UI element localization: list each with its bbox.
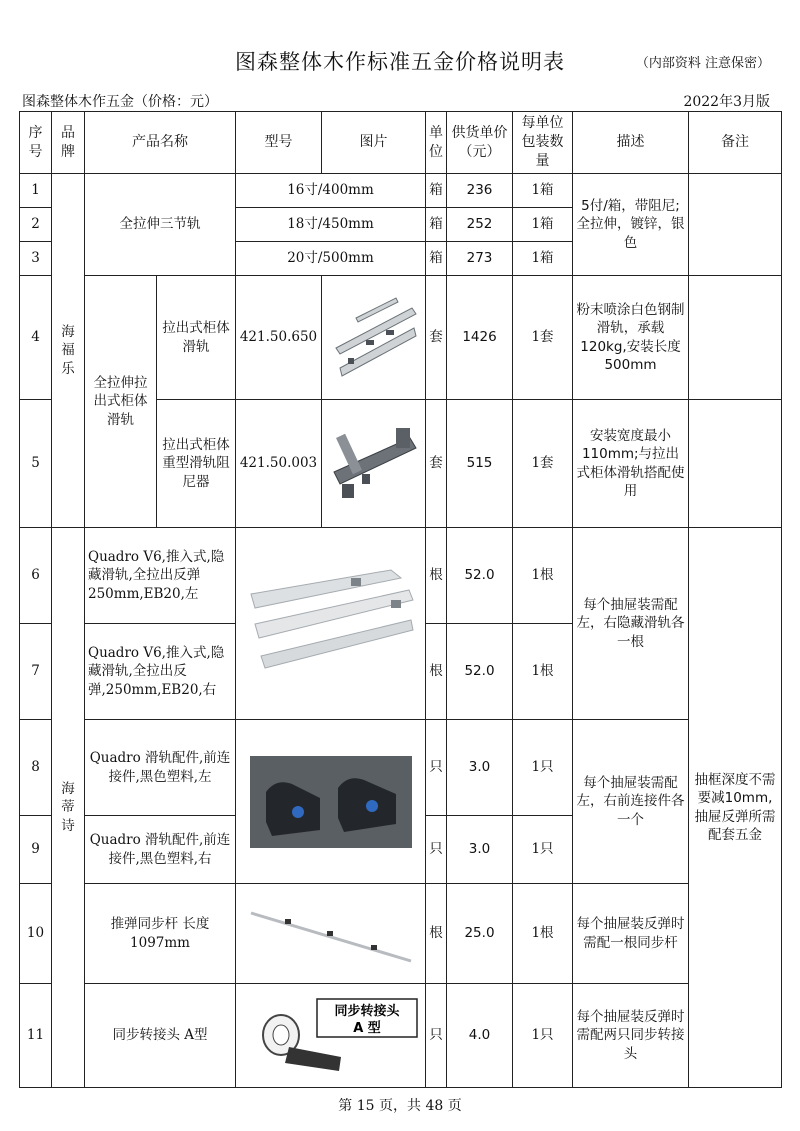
image-cell — [236, 984, 426, 1088]
price-table — [19, 111, 782, 1088]
brand-hafele: 海福乐 — [52, 174, 85, 528]
adapter-label-2: A 型 — [352, 1020, 381, 1036]
seq-cell: 10 — [20, 884, 52, 984]
desc-cell: 每个抽屉装反弹时需配两只同步转接头 — [573, 984, 689, 1088]
table-row — [20, 884, 782, 984]
col-brand: 品牌 — [52, 112, 85, 174]
desc-cell: 安装宽度最小110mm;与拉出式柜体滑轨搭配使用 — [573, 400, 689, 528]
desc-cell: 5付/箱，带阻尼;全拉伸，镀锌，银色 — [573, 174, 689, 276]
seq-cell: 4 — [20, 276, 52, 400]
product-cell: 全拉伸拉出式柜体滑轨 — [85, 276, 157, 528]
pack-cell: 1箱 — [513, 174, 573, 208]
product-cell: Quadro V6,推入式,隐藏滑轨,全拉出反弹,250mm,EB20,右 — [85, 624, 236, 720]
subproduct-cell: 拉出式柜体滑轨 — [157, 276, 236, 400]
brand-hettich: 海蒂诗 — [52, 528, 85, 1088]
product-cell: Quadro V6,推入式,隐藏滑轨,全拉出反弹250mm,EB20,左 — [85, 528, 236, 624]
col-pack: 每单位包装数量 — [513, 112, 573, 174]
col-model: 型号 — [236, 112, 322, 174]
unit-cell: 套 — [426, 276, 447, 400]
model-cell: 18寸/450mm — [236, 208, 426, 242]
model-cell: 20寸/500mm — [236, 242, 426, 276]
page-title: 图森整体木作标准五金价格说明表 — [235, 50, 565, 74]
unit-cell: 根 — [426, 528, 447, 624]
table-row — [20, 720, 782, 816]
price-cell: 25.0 — [447, 884, 513, 984]
desc-cell: 每个抽屉装反弹时需配一根同步杆 — [573, 884, 689, 984]
price-cell: 273 — [447, 242, 513, 276]
col-seq: 序号 — [20, 112, 52, 174]
seq-cell: 6 — [20, 528, 52, 624]
unit-cell: 根 — [426, 624, 447, 720]
price-cell: 3.0 — [447, 816, 513, 884]
product-cell: Quadro 滑轨配件,前连接件,黑色塑料,左 — [85, 720, 236, 816]
image-cell — [322, 400, 426, 528]
pack-cell: 1根 — [513, 884, 573, 984]
pack-cell: 1根 — [513, 528, 573, 624]
image-cell — [236, 884, 426, 984]
adapter-label-1: 同步转接头 — [333, 1003, 400, 1019]
pack-cell: 1只 — [513, 720, 573, 816]
desc-cell: 粉末喷涂白色钢制滑轨，承载120kg,安装长度500mm — [573, 276, 689, 400]
price-cell: 3.0 — [447, 720, 513, 816]
seq-cell: 5 — [20, 400, 52, 528]
product-cell: Quadro 滑轨配件,前连接件,黑色塑料,右 — [85, 816, 236, 884]
confidential-note: （内部资料 注意保密） — [635, 56, 770, 71]
pack-cell: 1箱 — [513, 242, 573, 276]
pack-cell: 1只 — [513, 984, 573, 1088]
product-cell: 同步转接头 A型 — [85, 984, 236, 1088]
price-cell: 252 — [447, 208, 513, 242]
model-cell: 421.50.003 — [236, 400, 322, 528]
cabinet-slide-image — [326, 288, 422, 388]
seq-cell: 8 — [20, 720, 52, 816]
col-unit: 单位 — [426, 112, 447, 174]
seq-cell: 1 — [20, 174, 52, 208]
sync-rod-image — [241, 899, 421, 969]
note-cell — [689, 400, 782, 528]
unit-cell: 只 — [426, 720, 447, 816]
table-row — [20, 528, 782, 624]
seq-cell: 9 — [20, 816, 52, 884]
col-product: 产品名称 — [85, 112, 236, 174]
table-row — [20, 174, 782, 208]
pack-cell: 1套 — [513, 276, 573, 400]
connector-image — [246, 752, 416, 852]
unit-cell: 只 — [426, 816, 447, 884]
note-cell: 抽框深度不需要减10mm,抽屉反弹所需配套五金 — [689, 528, 782, 1088]
col-desc: 描述 — [573, 112, 689, 174]
version-label: 2022年3月版 — [683, 94, 770, 110]
unit-cell: 根 — [426, 884, 447, 984]
header-row — [20, 112, 782, 174]
price-cell: 52.0 — [447, 528, 513, 624]
unit-cell: 箱 — [426, 208, 447, 242]
sync-adapter-image — [241, 991, 421, 1081]
price-cell: 236 — [447, 174, 513, 208]
price-cell: 515 — [447, 400, 513, 528]
price-cell: 52.0 — [447, 624, 513, 720]
pack-cell: 1根 — [513, 624, 573, 720]
image-cell — [322, 276, 426, 400]
pack-cell: 1箱 — [513, 208, 573, 242]
col-price: 供货单价（元） — [447, 112, 513, 174]
hidden-slide-image — [241, 564, 421, 684]
unit-cell: 箱 — [426, 174, 447, 208]
image-cell — [236, 720, 426, 884]
seq-cell: 11 — [20, 984, 52, 1088]
desc-cell: 每个抽屉装需配左，右前连接件各一个 — [573, 720, 689, 884]
unit-cell: 只 — [426, 984, 447, 1088]
unit-cell: 箱 — [426, 242, 447, 276]
model-cell: 16寸/400mm — [236, 174, 426, 208]
note-cell — [689, 276, 782, 400]
model-cell: 421.50.650 — [236, 276, 322, 400]
note-cell — [689, 174, 782, 276]
page-footer: 第 15 页，共 48 页 — [338, 1098, 462, 1114]
table-row — [20, 984, 782, 1088]
seq-cell: 2 — [20, 208, 52, 242]
price-cell: 4.0 — [447, 984, 513, 1088]
seq-cell: 3 — [20, 242, 52, 276]
table-subtitle: 图森整体木作五金（价格：元） — [22, 94, 218, 110]
pack-cell: 1套 — [513, 400, 573, 528]
pack-cell: 1只 — [513, 816, 573, 884]
unit-cell: 套 — [426, 400, 447, 528]
col-image: 图片 — [322, 112, 426, 174]
price-cell: 1426 — [447, 276, 513, 400]
desc-cell: 每个抽屉装需配左，右隐藏滑轨各一根 — [573, 528, 689, 720]
product-cell: 推弹同步杆 长度1097mm — [85, 884, 236, 984]
col-note: 备注 — [689, 112, 782, 174]
subproduct-cell: 拉出式柜体重型滑轨阻尼器 — [157, 400, 236, 528]
damper-image — [326, 414, 422, 514]
product-cell: 全拉伸三节轨 — [85, 174, 236, 276]
table-row — [20, 276, 782, 400]
image-cell — [236, 528, 426, 720]
seq-cell: 7 — [20, 624, 52, 720]
